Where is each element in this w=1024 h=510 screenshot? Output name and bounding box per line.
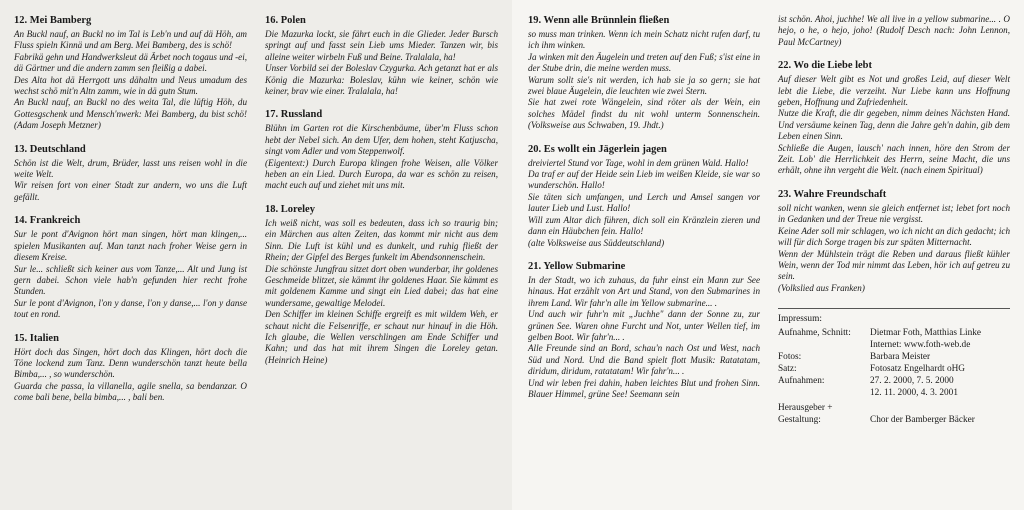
impressum-row	[778, 375, 1010, 399]
song-block	[265, 108, 498, 191]
song-block	[528, 14, 760, 132]
song-title: 20. Es wollt ein Jägerlein jagen	[528, 143, 667, 155]
impressum-value: Barbara Meister	[870, 352, 931, 363]
song-lyrics: In der Stadt, wo ich zuhaus, da fuhr einst ein Mann zur See hinaus. Hat erzählt von Art und Stand, von den Submarines in ihrem Land. Wir fahr'n alle im Yellow submarine... . Und auch wir fuhr'n mit „Juchhe" dann der Sonne zu, zur grünen See. Waren ohne Furcht und Not, unter Wellen tief, im gelben Boot. Wir fahr'n... . Alle Freunde sind an Bord, schau'n nach Ost und West, nach Süd und Nord. Und die Band spielt flott Musik: Ratatatam, diridum, diridum, ratatatam! Wir fahr'n... . Und wir leben frei dahin, haben leichtes Blut und frohen Sinn. Blauer Himmel, grüne See! Seemann sein	[528, 274, 760, 399]
impressum-label: Herausgeber + Gestaltung:	[778, 403, 833, 426]
song-block	[14, 14, 247, 132]
song-title: 15. Italien	[14, 332, 59, 344]
song-lyrics: Schön ist die Welt, drum, Brüder, lasst uns reisen wohl in die weite Welt. Wir reisen fort von einer Stadt zur andern, wo uns die Luft gefällt.	[14, 157, 247, 202]
column-3	[528, 14, 760, 510]
impressum	[778, 308, 1010, 426]
song-title: 14. Frankreich	[14, 215, 81, 227]
song-block	[528, 260, 760, 400]
song-block	[778, 59, 1010, 177]
song-lyrics: Auf dieser Welt gibt es Not und großes Leid, auf dieser Welt lebt die Liebe, die verzeiht. Nur Liebe kann uns Hoffnung geben, Hoffnung und Zufriedenheit. Nutze die Kraft, die dir gegeben, nimm deines Nächsten Hand. Und versäume keinen Tag, denn die Jahre geh'n dahin, gib dem Leben einen Sinn. Schließe die Augen, lausch' nach innen, höre den Strom der Zeit. Lob' die Herrlichkeit des Herrn, seine Macht, die uns erhält, ohne ihn vergeht die Welt. (nach einem Spiritual)	[778, 74, 1010, 176]
song-title: 21. Yellow Submarine	[528, 260, 626, 272]
right-page	[512, 0, 1024, 510]
song-lyrics: so muss man trinken. Wenn ich mein Schatz nicht rufen darf, tu ich ihm winken. Ja winken mit den Äugelein und treten auf den Fuß; s'ist eine in der Stube drin, die meine werden muss. Warum sollt sie's nit werden, ich hab sie ja so gern; sie hat zwei blaue Äugelein, die leuchten wie zwei Stern. Sie hat zwei rote Wängelein, sind röter als der Wein, ein solches Mädel findst du nit wohl unterm Sonnenschein. (Volksweise aus Schwaben, 19. Jhdt.)	[528, 29, 760, 131]
song-title: 19. Wenn alle Brünnlein fließen	[528, 15, 670, 26]
song-block	[14, 332, 247, 404]
impressum-label: Satz:	[778, 364, 797, 375]
impressum-value: Dietmar Foth, Matthias Linke Internet: www.foth-web.de	[870, 328, 982, 351]
song-lyrics: soll nicht wanken, wenn sie gleich entfernet ist; lebet fort noch in Gedanken und der Treue nie vergisst. Keine Ader soll mir schlagen, wo ich nicht an dich gedacht; ich will für dich Sorge tragen bis zur späten Mitternacht. Wenn der Mühlstein trägt die Reben und daraus fließt kühler Wein, wenn der Tod mir nimmt das Leben, hör ich auf getreu zu sein. (Volkslied aus Franken)	[778, 202, 1010, 293]
song-block	[14, 214, 247, 320]
impressum-label: Fotos:	[778, 352, 802, 363]
impressum-heading: Impressum:	[778, 314, 822, 325]
song-title: 17. Russland	[265, 109, 323, 121]
impressum-label: Aufnahme, Schnitt:	[778, 328, 851, 339]
column-4	[778, 14, 1010, 510]
song-title: 13. Deutschland	[14, 143, 86, 155]
song-block	[528, 143, 760, 249]
impressum-value: Chor der Bamberger Bäcker	[870, 415, 975, 426]
impressum-row	[778, 363, 1010, 375]
song-lyrics: Die Mazurka lockt, sie fährt euch in die Glieder. Jeder Bursch springt auf und fasst sein Lieb ums Mieder. Tanzen wir, bis alleine weiter wirbeln Fuß und Beine. Tralalala, ha! Unser Vorbild sei der Boleslav Czygurka. Ach getanzt hat er als König die Mazurka: Boleslav, kühn wie keiner, schön wie keiner, brav wie einer. Tralalala, ha!	[265, 29, 498, 97]
song-title: 23. Wahre Freundschaft	[778, 188, 887, 200]
song-lyrics: Blühn im Garten rot die Kirschenbäume, über'm Fluss schon hebt der Nebel sich. An dem Ufer, dem hohen, steht Katjuscha, singt vom Adler und vom Steppenwolf. (Eigentext:) Durch Europa klingen frohe Weisen, alle Völker heben an ein Lied. Durch Europa, da war es schön zu reisen, macht euch auf und ziehet mit uns mit.	[265, 123, 498, 191]
song-lyrics: Sur le pont d'Avignon hört man singen, hört man klingen,... spielen Musikanten auf. Man tanzt nach froher Weise gern in diesem Kreise. Sur le... schließt sich keiner aus vom Tanze,... Alt und Jung ist gern dabei. Schon viele hab'n gefunden hier recht frohe Stunden. Sur le pont d'Avignon, l'on y danse, l'on y danse,... l'on y danse tout en rond.	[14, 229, 247, 320]
song-block	[14, 143, 247, 204]
column-1	[14, 14, 247, 510]
impressum-label: Aufnahmen:	[778, 376, 825, 387]
song-title: 12. Mei Bamberg	[14, 15, 92, 26]
song-block	[265, 203, 498, 366]
song-lyrics: dreiviertel Stund vor Tage, wohl in dem grünen Wald. Hallo! Da traf er auf der Heide sein Lieb im weißen Kleide, sie war so wunderschön. Hallo! Sie täten sich umfangen, und Lerch und Amsel sangen vor lauter Lieb und Lust. Hallo! Will zum Altar dich führen, dich soll ein Kränzlein zieren und dann ein Häubchen fein. Hallo! (alte Volksweise aus Süddeutschland)	[528, 157, 760, 248]
song-title: 22. Wo die Liebe lebt	[778, 60, 873, 72]
impressum-value: Fotosatz Engelhardt oHG	[870, 364, 966, 375]
song-block	[265, 14, 498, 97]
column-4-songs	[778, 14, 1010, 294]
song-lyrics: ist schön. Ahoi, juchhe! We all live in a yellow submarine... . O hejo, o he, o hejo, joho! (Rudolf Desch nach: John Lennon, Paul McCartney)	[778, 14, 1010, 47]
column-2	[265, 14, 498, 510]
impressum-row	[778, 351, 1010, 363]
impressum-value: 27. 2. 2000, 7. 5. 2000 12. 11. 2000, 4. 3. 2001	[870, 376, 958, 399]
song-lyrics: An Buckl nauf, an Buckl no im Tal is Leb'n und auf dä Höh, am Fluss spieln Kinnä und am Berg. Mei Bamberg, des is schö! Fabrikä gehn und Handwerksleut dä Ärbet noch togaus und -ei, dä Gärtner und die andern zamm sen fleißig a dabei. Des Alta hot dä Herrgott uns dähaltn und Neus umadum des wechst schö mit'n Altn zamm, wie in dä gutn Stum. An Buckl nauf, an Buckl no des weita Tal, die lüftig Höh, du Gottesgschenk und Mensch'nwerk: Mei Bamberg, du bist schö! (Adam Joseph Metzner)	[14, 29, 247, 131]
impressum-row	[778, 402, 1010, 426]
song-block	[778, 188, 1010, 294]
impressum-row	[778, 327, 1010, 351]
song-lyrics: Ich weiß nicht, was soll es bedeuten, dass ich so traurig bin; ein Märchen aus alten Zeiten, das kommt mir nicht aus dem Sinn. Die Luft ist kühl und es dunkelt, und ruhig fließt der Rhein; der Gipfel des Berges funkelt im Abendsonnenschein. Die schönste Jungfrau sitzet dort oben wunderbar, ihr goldenes Geschmeide blitzet, sie kämmt ihr goldenes Haar. Sie kämmt es mit goldenem Kamme und singt ein Lied dabei; das hat eine wundersame, gewaltige Melodei. Den Schiffer im kleinen Schiffe ergreift es mit wildem Weh, er schaut nicht die Felsenriffe, er schaut nur hinauf in die Höh. Ich glaube, die Wellen verschlingen am Ende Schiffer und Kahn; und das hat mit ihrem Singen die Loreley getan. (Heinrich Heine)	[265, 217, 498, 365]
song-block	[778, 14, 1010, 48]
song-title: 16. Polen	[265, 15, 306, 26]
song-lyrics: Hört doch das Singen, hört doch das Klingen, hört doch die Töne lockend zum Tanz. Denn wunderschön tanzt heute bella Bimba,... , so wunderschön. Guarda che passa, la villanella, agile snella, sa bendanzar. O come bali bene, bella bimba,... , bali ben.	[14, 346, 247, 403]
song-title: 18. Loreley	[265, 203, 315, 215]
